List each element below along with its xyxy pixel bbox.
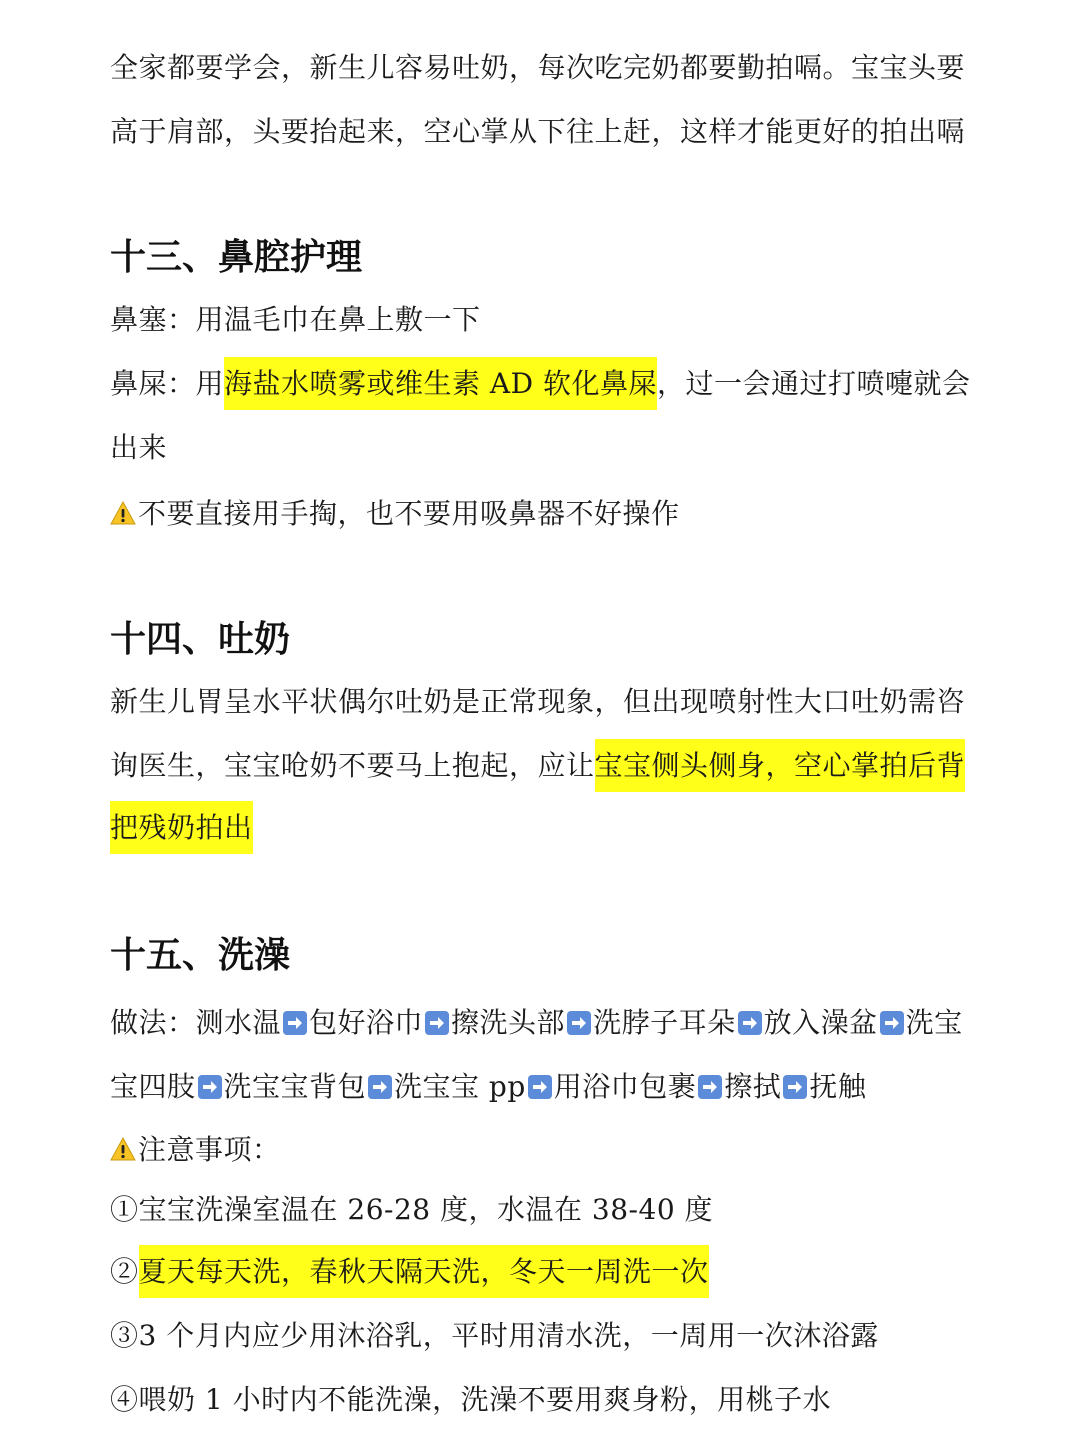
bath-steps-line-1 bbox=[110, 1003, 963, 1043]
right-arrow-icon bbox=[424, 1007, 450, 1033]
section-14-title: 十四、吐奶 bbox=[110, 619, 291, 660]
section-13-title: 十三、鼻腔护理 bbox=[110, 237, 363, 278]
bath-step: 洗宝 bbox=[905, 1006, 963, 1039]
spitup-line-3 bbox=[110, 808, 253, 848]
right-arrow-icon bbox=[697, 1071, 723, 1097]
booger-suffix: ，过一会通过打喷嚏就会 bbox=[657, 367, 971, 400]
bath-method-label: 做法： bbox=[110, 1006, 196, 1039]
right-arrow-icon bbox=[282, 1007, 308, 1033]
bath-step: 洗宝宝 pp bbox=[394, 1070, 526, 1103]
highlight-bath-frequency: 夏天每天洗，春秋天隔天洗，冬天一周洗一次 bbox=[139, 1245, 709, 1298]
nasal-booger-line-2: 出来 bbox=[110, 431, 168, 464]
warning-icon bbox=[110, 497, 136, 523]
right-arrow-icon bbox=[737, 1007, 763, 1033]
bath-notes-label-line bbox=[110, 1130, 281, 1170]
bath-note-3: ③3 个月内应少用沐浴乳，平时用清水洗，一周用一次沐浴露 bbox=[110, 1319, 879, 1352]
highlight-pat-out: 把残奶拍出 bbox=[110, 801, 253, 854]
bath-note-2 bbox=[110, 1252, 709, 1292]
bath-step: 洗脖子耳朵 bbox=[593, 1006, 736, 1039]
bath-step: 用浴巾包裹 bbox=[553, 1070, 697, 1103]
booger-prefix: 鼻屎：用 bbox=[110, 367, 225, 400]
bath-step: 抚触 bbox=[809, 1070, 867, 1103]
intro-line-2: 高于肩部，头要抬起来，空心掌从下往上赶，这样才能更好的拍出嗝 bbox=[110, 115, 966, 148]
spitup-line-2-prefix: 询医生，宝宝呛奶不要马上抱起，应让 bbox=[110, 749, 595, 782]
highlight-booger: 海盐水喷雾或维生素 AD 软化鼻屎 bbox=[224, 357, 657, 410]
bath-note-2-prefix: ② bbox=[110, 1255, 139, 1288]
section-15-title: 十五、洗澡 bbox=[110, 935, 291, 976]
spitup-line-2 bbox=[110, 746, 965, 786]
bath-step: 宝四肢 bbox=[110, 1070, 196, 1103]
right-arrow-icon bbox=[367, 1071, 393, 1097]
bath-step: 包好浴巾 bbox=[309, 1006, 424, 1039]
right-arrow-icon bbox=[197, 1071, 223, 1097]
bath-notes-label: 注意事项： bbox=[138, 1133, 281, 1166]
nasal-booger-line bbox=[110, 364, 971, 404]
highlight-side-pat: 宝宝侧头侧身，空心掌拍后背 bbox=[595, 739, 966, 792]
right-arrow-icon bbox=[782, 1071, 808, 1097]
bath-steps-line-2 bbox=[110, 1067, 866, 1107]
bath-step: 放入澡盆 bbox=[763, 1006, 878, 1039]
bath-step: 擦洗头部 bbox=[451, 1006, 566, 1039]
nasal-warning-line bbox=[110, 494, 680, 534]
right-arrow-icon bbox=[879, 1007, 905, 1033]
bath-note-4: ④喂奶 1 小时内不能洗澡，洗澡不要用爽身粉，用桃子水 bbox=[110, 1383, 832, 1416]
nasal-congestion-text: 鼻塞：用温毛巾在鼻上敷一下 bbox=[110, 303, 481, 336]
bath-step: 洗宝宝背包 bbox=[223, 1070, 367, 1103]
bath-step: 擦拭 bbox=[724, 1070, 782, 1103]
right-arrow-icon bbox=[527, 1071, 553, 1097]
nasal-warning-text: 不要直接用手掏，也不要用吸鼻器不好操作 bbox=[138, 497, 680, 530]
spitup-line-1: 新生儿胃呈水平状偶尔吐奶是正常现象，但出现喷射性大口吐奶需咨 bbox=[110, 685, 966, 718]
warning-icon bbox=[110, 1133, 136, 1159]
right-arrow-icon bbox=[566, 1007, 592, 1033]
intro-line-1: 全家都要学会，新生儿容易吐奶，每次吃完奶都要勤拍嗝。宝宝头要 bbox=[110, 51, 966, 84]
bath-step: 测水温 bbox=[195, 1006, 282, 1039]
bath-note-1: ①宝宝洗澡室温在 26-28 度，水温在 38-40 度 bbox=[110, 1193, 714, 1226]
